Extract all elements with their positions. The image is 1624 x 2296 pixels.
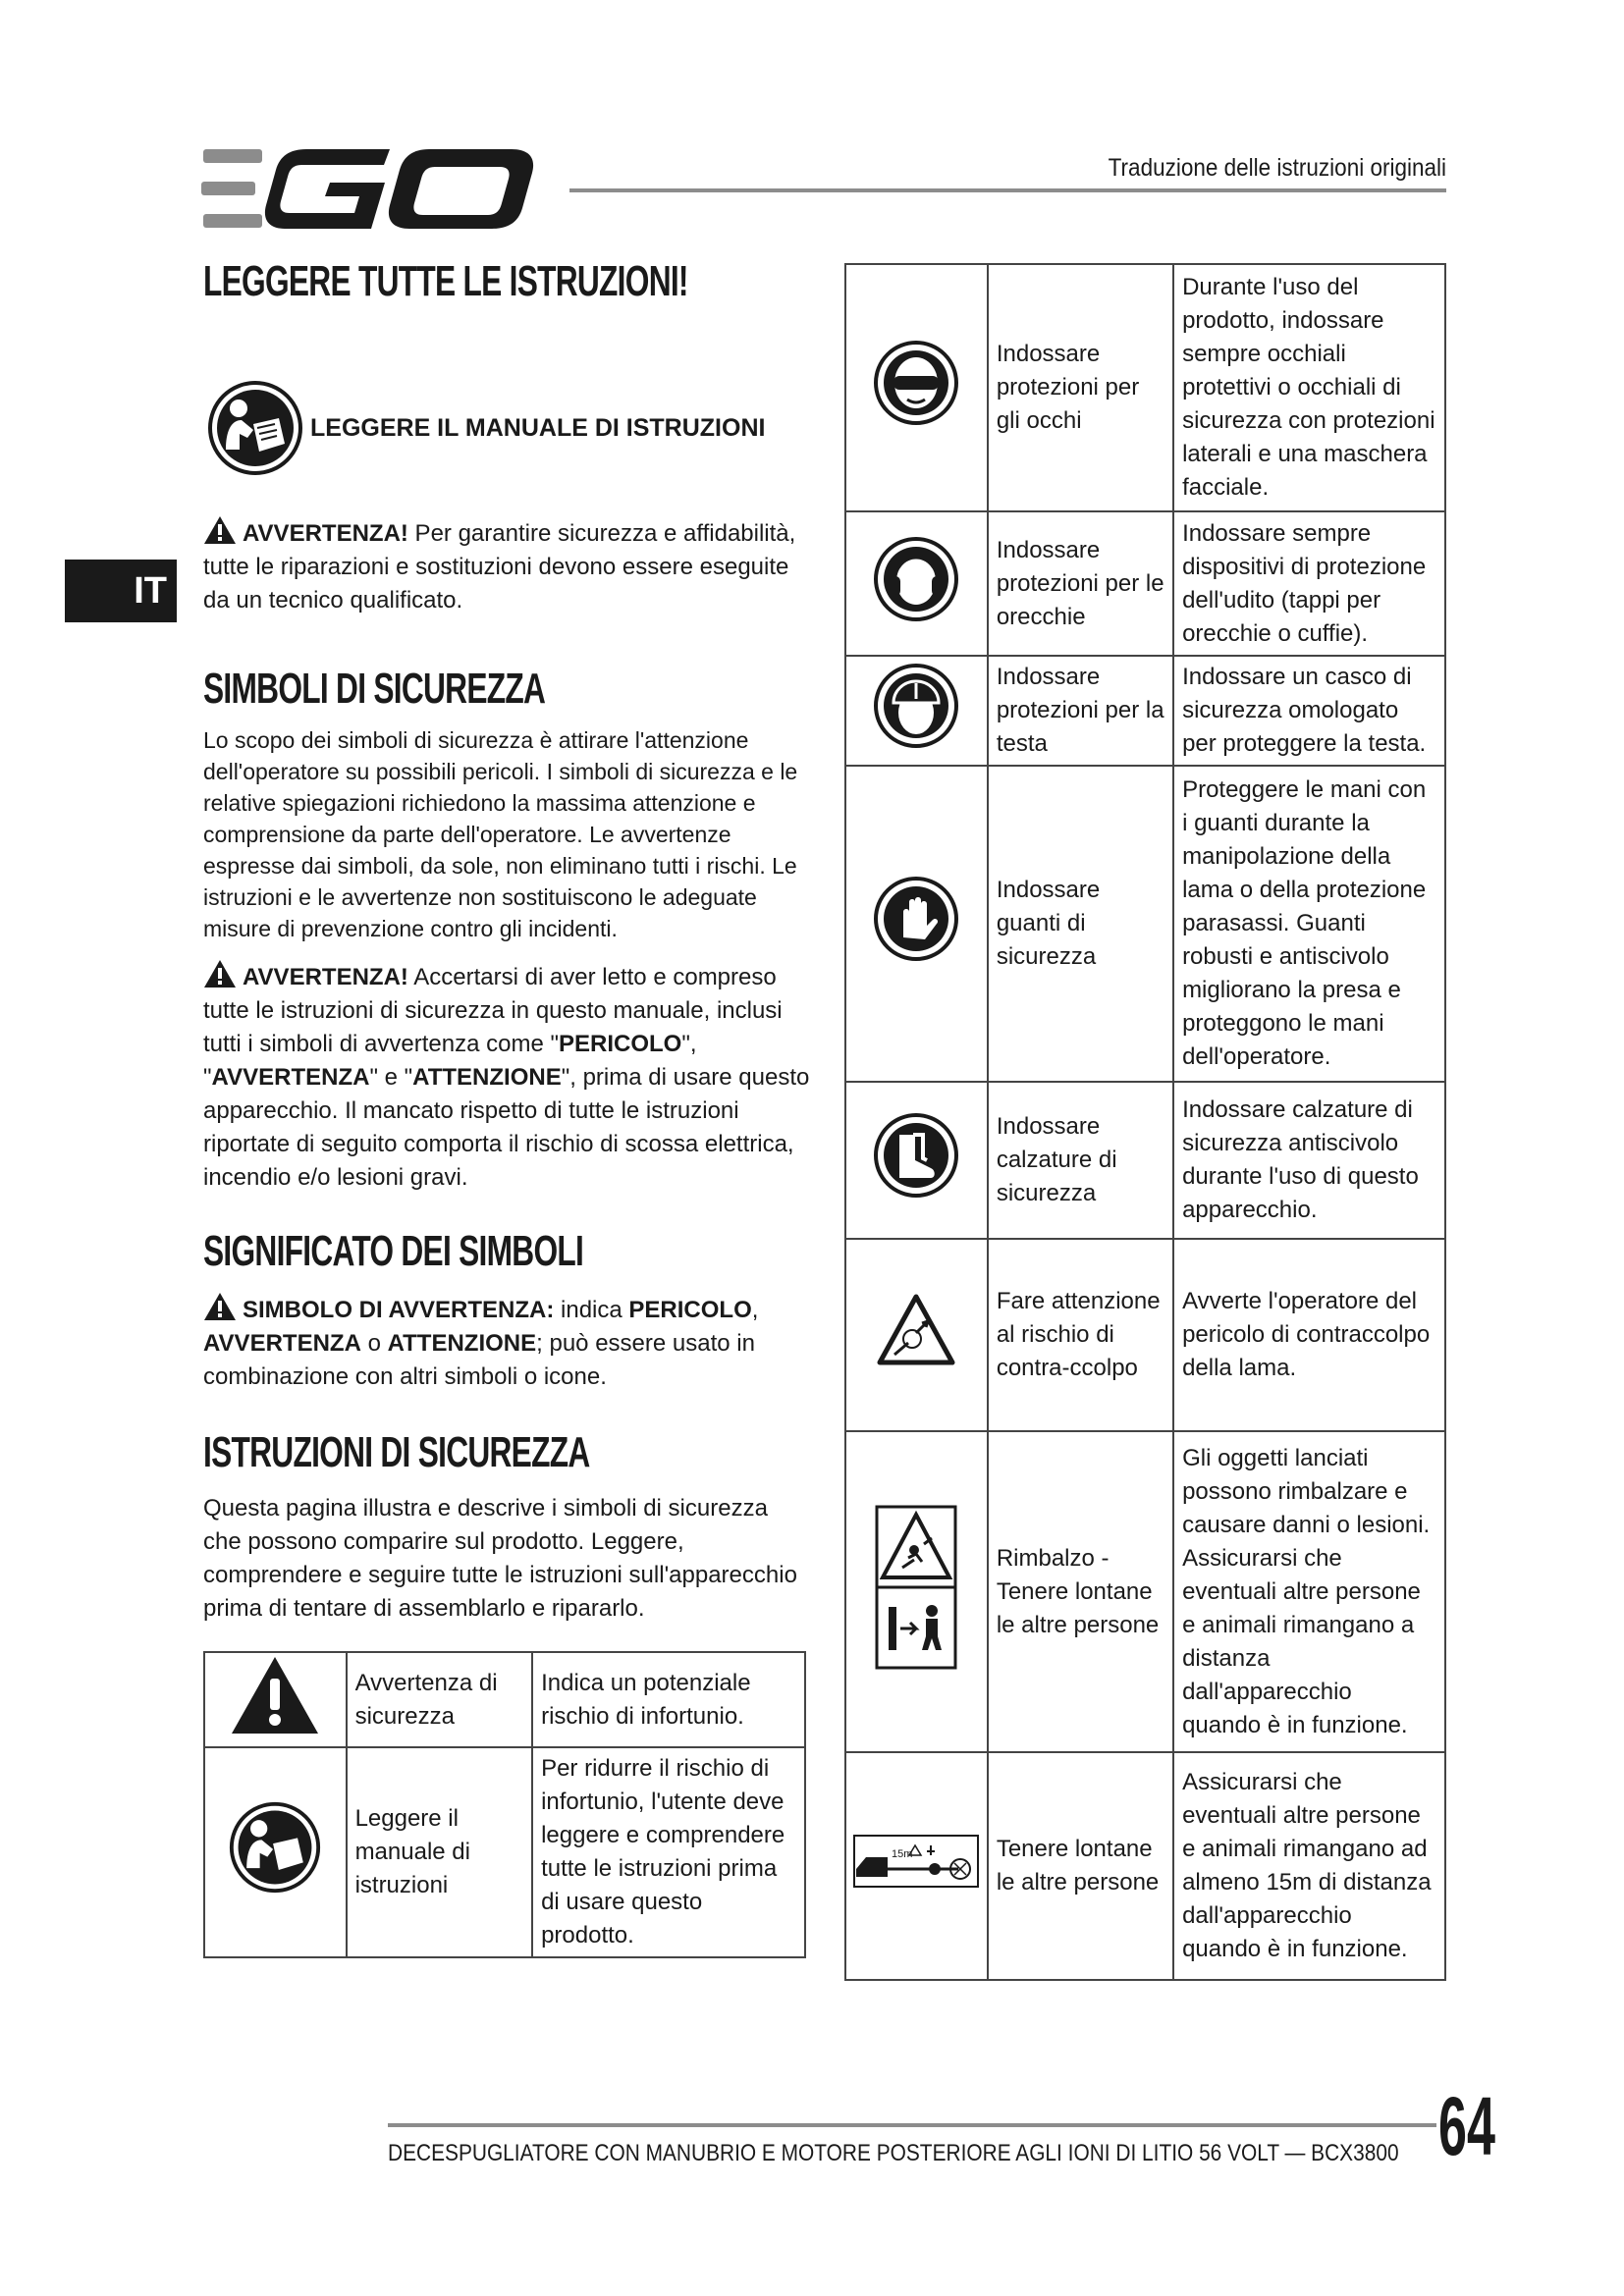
safety-footwear-icon bbox=[872, 1111, 960, 1200]
warning-label: AVVERTENZA! bbox=[243, 520, 408, 547]
ear-protection-icon bbox=[872, 535, 960, 623]
icon-cell bbox=[845, 1239, 988, 1431]
symbol-description: Assicurarsi che eventuali altre persone e animali rimangano ad almeno 15m di distanza dall'apparecchio quando è in funzione. bbox=[1173, 1752, 1445, 1980]
safety-instructions-paragraph: Questa pagina illustra e descrive i simboli di sicurezza che possono comparire sul prodotto. Leggere, comprendere e seguire tutte le istruzioni sull'apparecchio prima di tentare di assemblarlo e ripararlo. bbox=[203, 1495, 797, 1622]
text: , bbox=[751, 1297, 759, 1323]
separator: " e " bbox=[369, 1064, 413, 1091]
icon-cell bbox=[845, 766, 988, 1082]
text: ; può essere usato in combinazione con altri simboli o icone. bbox=[203, 1330, 755, 1390]
heading-safety-symbols: SIMBOLI DI SICUREZZA bbox=[203, 665, 546, 713]
read-manual-icon bbox=[228, 1800, 322, 1895]
separator: ", " bbox=[203, 1031, 697, 1091]
keyword-pericolo: PERICOLO bbox=[628, 1297, 752, 1323]
distance-label: 15m bbox=[892, 1848, 913, 1860]
warning-paragraph-2 bbox=[203, 959, 812, 1195]
keyword-avvertenza: AVVERTENZA bbox=[203, 1330, 361, 1357]
icon-cell bbox=[204, 1747, 347, 1957]
keyword-attenzione: ATTENZIONE bbox=[387, 1330, 537, 1357]
table-row bbox=[204, 1747, 805, 1957]
symbol-description: Per ridurre il rischio di infortunio, l'utente deve leggere e comprendere tutte le istruzioni prima di usare questo prodotto. bbox=[532, 1747, 805, 1957]
heading-safety-instructions: ISTRUZIONI DI SICUREZZA bbox=[203, 1428, 590, 1476]
gloves-icon bbox=[872, 875, 960, 963]
footer-product-title: DECESPUGLIATORE CON MANUBRIO E MOTORE POSTERIORE AGLI IONI DI LITIO 56 VOLT — BCX3800 bbox=[388, 2140, 1399, 2166]
header-rule bbox=[569, 188, 1446, 192]
warning-triangle-icon bbox=[203, 515, 237, 545]
icon-cell bbox=[845, 511, 988, 656]
symbol-description: Durante l'uso del prodotto, indossare sempre occhiali protettivi o occhiali di sicurezza con protezioni laterali e una maschera facciale. bbox=[1173, 264, 1445, 511]
keyword-pericolo: PERICOLO bbox=[559, 1031, 682, 1057]
icon-cell bbox=[845, 1431, 988, 1752]
heading-symbol-meaning: SIGNIFICATO DEI SIMBOLI bbox=[203, 1227, 584, 1275]
eye-protection-icon bbox=[872, 339, 960, 427]
keyword-avvertenza: AVVERTENZA bbox=[211, 1064, 370, 1091]
read-manual-row bbox=[206, 379, 765, 477]
header-subtitle: Traduzione delle istruzioni originali bbox=[1108, 154, 1446, 182]
ego-logo bbox=[201, 147, 540, 231]
warning-triangle-icon bbox=[203, 1292, 237, 1321]
icon-cell bbox=[845, 264, 988, 511]
keyword-attenzione: ATTENZIONE bbox=[412, 1064, 562, 1091]
safety-symbols-paragraph: Lo scopo dei simboli di sicurezza è attirare l'attenzione dell'operatore su possibili pericoli. I simboli di sicurezza e le relative spiegazioni richiedono la massima attenzione e comprensione da parte dell'operatore. Le avvertenze espresse dai simboli, da sole, non eliminano tutti i rischi. Le istruzioni e le avvertenze non sostituiscono le adeguate misure di prevenzione contro gli incidenti. bbox=[203, 727, 798, 941]
head-protection-icon bbox=[872, 662, 960, 750]
symbol-name: Indossare protezioni per le orecchie bbox=[988, 511, 1173, 656]
warning-text: Accertarsi di aver letto e compreso tutte le istruzioni di sicurezza in questo manuale, inclusi tutti i simboli di avvertenza come " bbox=[203, 964, 783, 1057]
footer-rule bbox=[388, 2123, 1436, 2127]
warning-triangle-icon bbox=[230, 1655, 320, 1735]
warning-paragraph-1 bbox=[203, 515, 812, 617]
symbol-name: Indossare protezioni per gli occhi bbox=[988, 264, 1173, 511]
warning-triangle-icon bbox=[203, 959, 237, 988]
table-row bbox=[845, 264, 1445, 511]
symbol-description: Indica un potenziale rischio di infortunio. bbox=[532, 1652, 805, 1747]
table-row bbox=[845, 1431, 1445, 1752]
symbol-description: Indossare un casco di sicurezza omologato per proteggere la testa. bbox=[1173, 656, 1445, 766]
kickback-warning-icon bbox=[877, 1294, 955, 1366]
table-row bbox=[204, 1652, 805, 1747]
icon-cell bbox=[845, 1752, 988, 1980]
symbol-name: Rimbalzo - Tenere lontane le altre persone bbox=[988, 1431, 1173, 1752]
page-number: 64 bbox=[1438, 2080, 1495, 2172]
icon-cell bbox=[845, 1082, 988, 1239]
table-row bbox=[845, 1239, 1445, 1431]
table-row bbox=[845, 511, 1445, 656]
warning-label: AVVERTENZA! bbox=[243, 964, 408, 990]
symbol-description: Proteggere le mani con i guanti durante la manipolazione della lama o della protezione parasassi. Guanti robusti e antiscivolo migliorano la presa e proteggono le mani dell'operatore. bbox=[1173, 766, 1445, 1082]
symbol-name: Avvertenza di sicurezza bbox=[347, 1652, 533, 1747]
symbol-meaning-paragraph bbox=[203, 1292, 812, 1394]
table-row bbox=[845, 1082, 1445, 1239]
read-manual-icon bbox=[206, 379, 304, 477]
icon-cell bbox=[204, 1652, 347, 1747]
ricochet-warning-icon bbox=[875, 1505, 957, 1670]
language-tab: IT bbox=[65, 560, 177, 622]
text: o bbox=[360, 1330, 388, 1357]
symbol-name: Indossare calzature di sicurezza bbox=[988, 1082, 1173, 1239]
read-manual-label: LEGGERE IL MANUALE DI ISTRUZIONI bbox=[310, 413, 766, 442]
table-row bbox=[845, 1752, 1445, 1980]
icon-cell bbox=[845, 656, 988, 766]
table-row bbox=[845, 656, 1445, 766]
symbol-name: Fare attenzione al rischio di contra-ccolpo bbox=[988, 1239, 1173, 1431]
symbol-name: Tenere lontane le altre persone bbox=[988, 1752, 1173, 1980]
warning-text: ", prima di usare questo apparecchio. Il mancato rispetto di tutte le istruzioni riportate di seguito comporta il rischio di scossa elettrica, incendio e/o lesioni gravi. bbox=[203, 1064, 810, 1191]
symbols-table-right bbox=[844, 263, 1446, 1981]
symbol-description: Indossare sempre dispositivi di protezione dell'udito (tappi per orecchie o cuffie). bbox=[1173, 511, 1445, 656]
keep-distance-icon bbox=[852, 1834, 980, 1889]
symbol-name: Leggere il manuale di istruzioni bbox=[347, 1747, 533, 1957]
symbol-description: Gli oggetti lanciati possono rimbalzare e causare danni o lesioni. Assicurarsi che eventuali altre persone e animali rimangano a distanza dall'apparecchio quando è in funzione. bbox=[1173, 1431, 1445, 1752]
symbol-label: SIMBOLO DI AVVERTENZA: bbox=[243, 1297, 555, 1323]
text: indica bbox=[554, 1297, 629, 1323]
table-row bbox=[845, 766, 1445, 1082]
symbol-description: Indossare calzature di sicurezza antiscivolo durante l'uso di questo apparecchio. bbox=[1173, 1082, 1445, 1239]
heading-read-all-instructions: LEGGERE TUTTE LE ISTRUZIONI! bbox=[203, 257, 688, 305]
symbol-name: Indossare protezioni per la testa bbox=[988, 656, 1173, 766]
symbol-name: Indossare guanti di sicurezza bbox=[988, 766, 1173, 1082]
warning-text: Per garantire sicurezza e affidabilità, tutte le riparazioni e sostituzioni devono essere eseguite da un tecnico qualificato. bbox=[203, 520, 796, 614]
symbol-description: Avverte l'operatore del pericolo di contraccolpo della lama. bbox=[1173, 1239, 1445, 1431]
symbols-table-left bbox=[203, 1651, 806, 1958]
